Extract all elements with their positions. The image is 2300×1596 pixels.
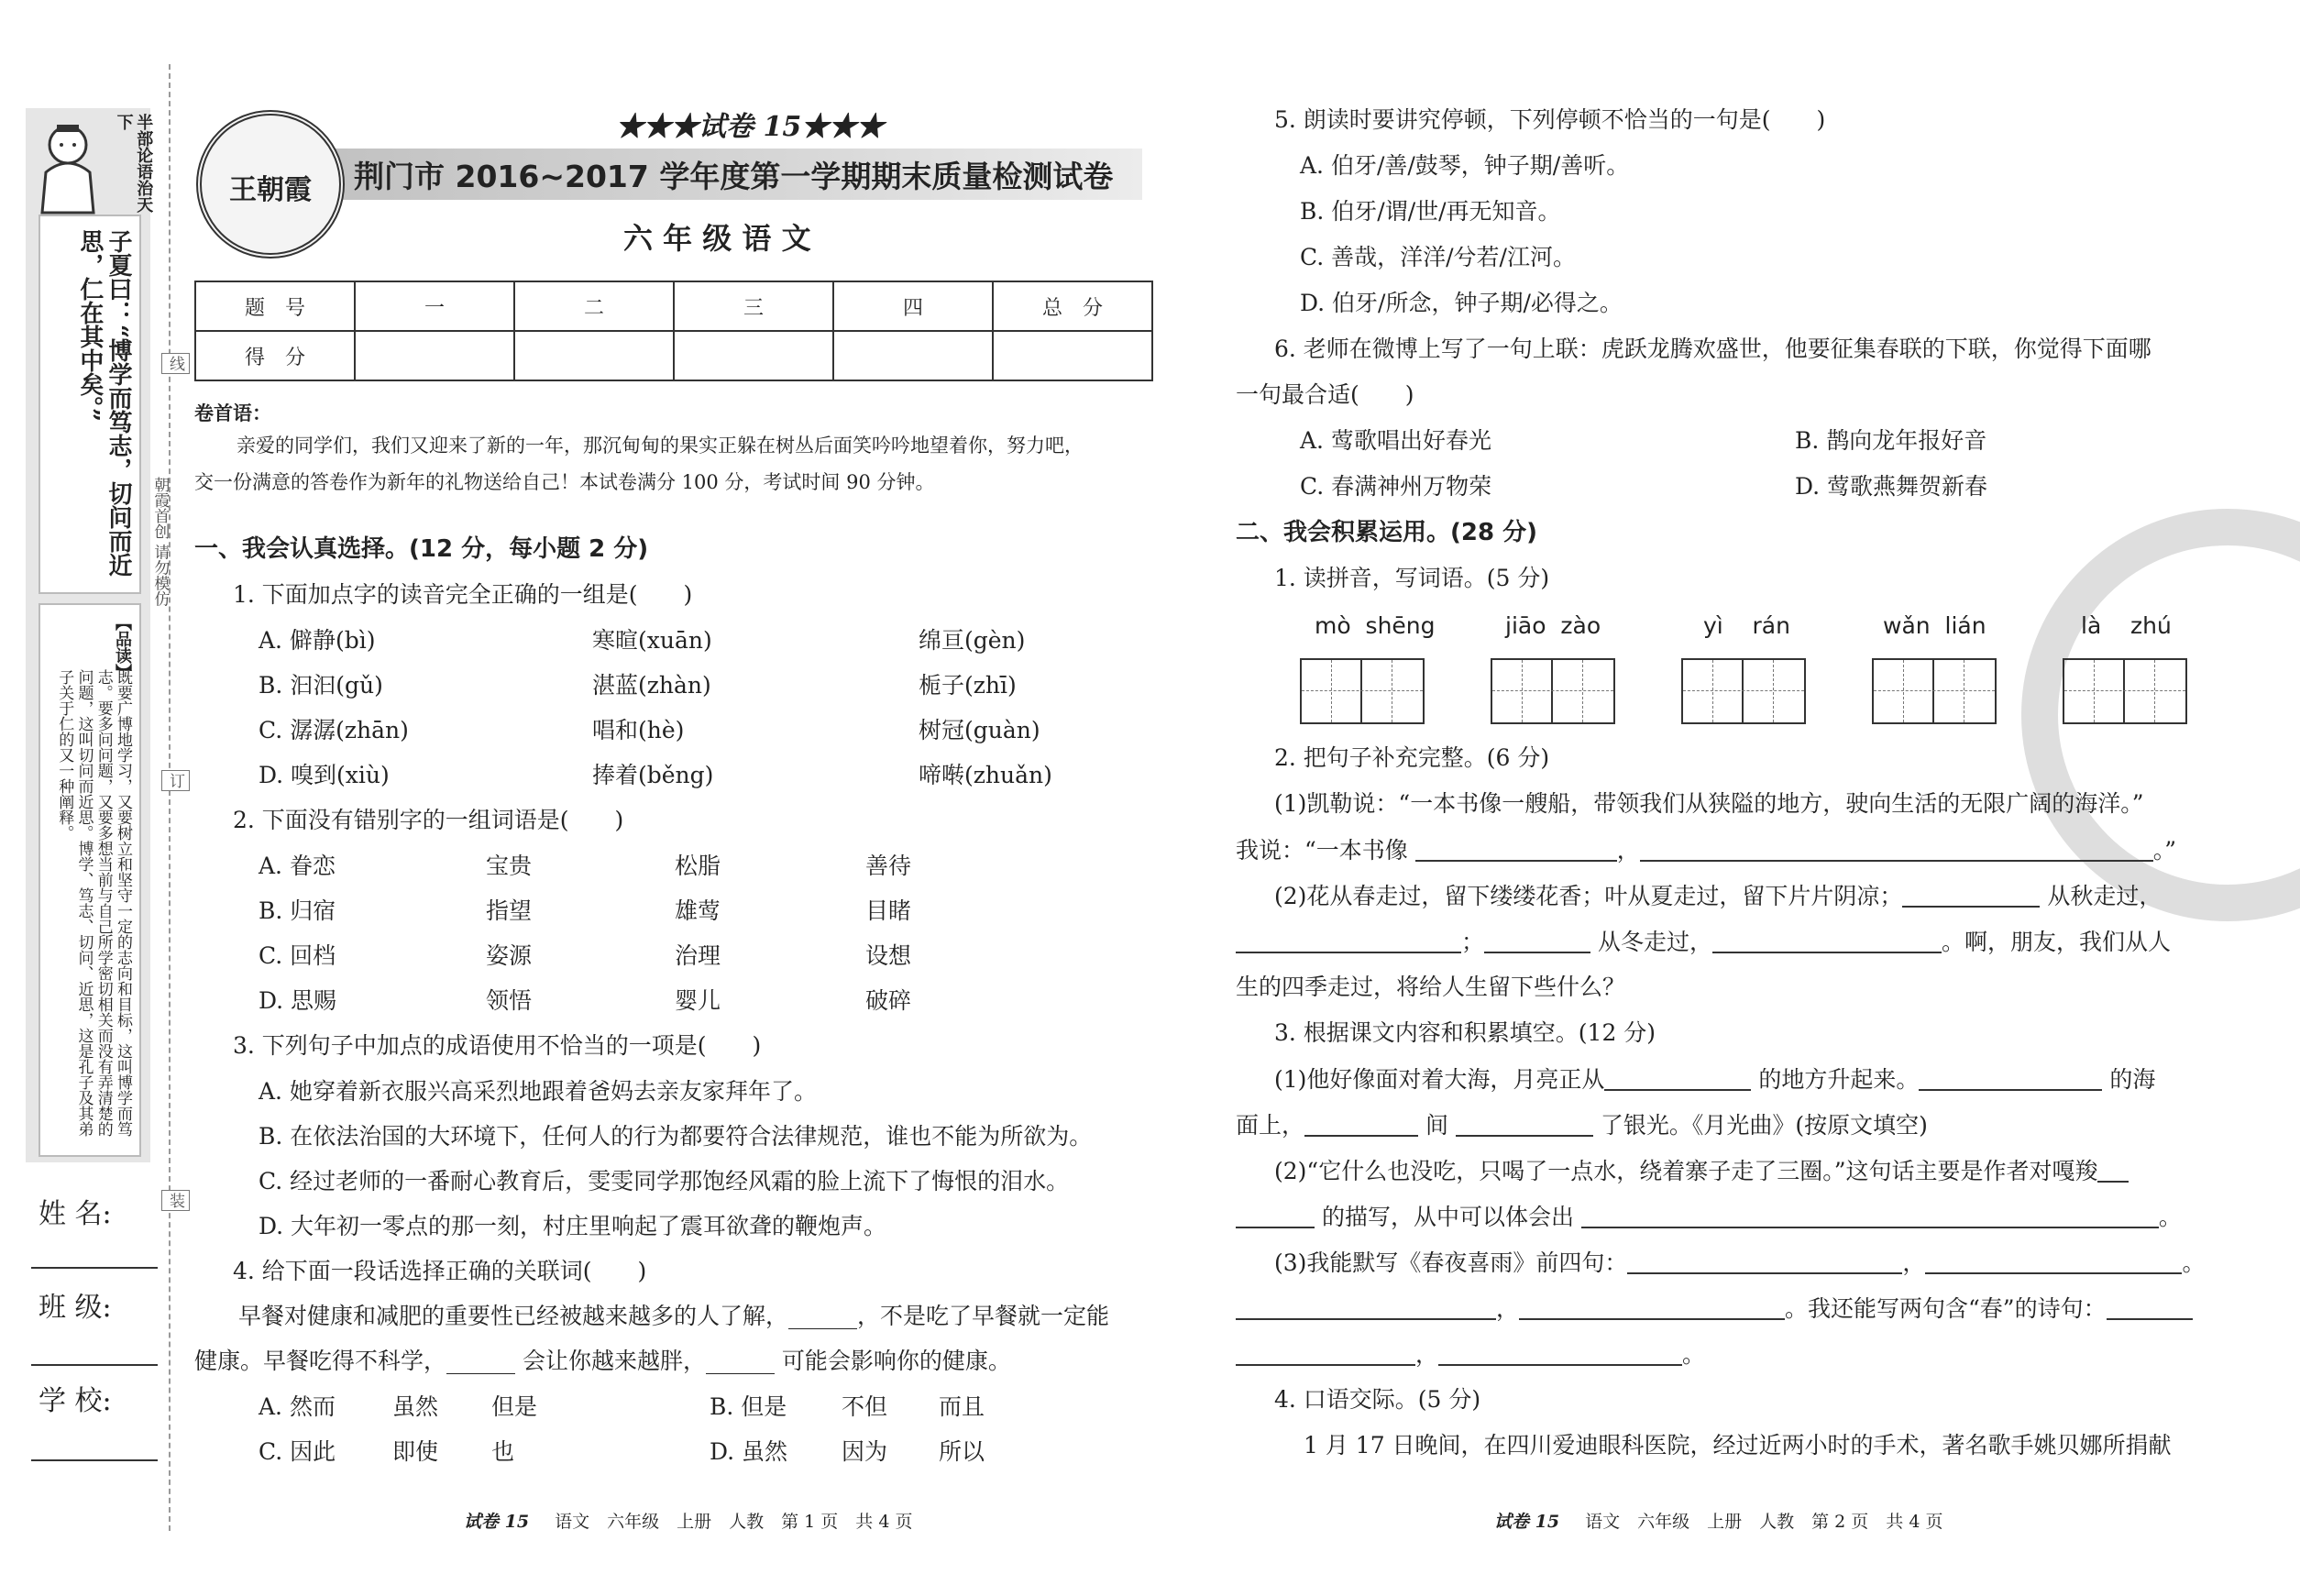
q3-option-b[interactable]: B. 在依法治国的大环境下，任何人的行为都要符合法律规范，谁也不能为所欲为。 xyxy=(259,1123,1093,1150)
footer-left xyxy=(464,1508,912,1533)
q2-a-2: 宝贵 xyxy=(486,853,533,879)
score-cell: 总 分 xyxy=(993,281,1152,331)
q6-option-a[interactable]: A. 莺歌唱出好春光 xyxy=(1300,427,1491,454)
commentary-box xyxy=(39,603,141,1157)
q4-d-1[interactable]: D. 虽然 xyxy=(710,1438,788,1465)
q4-b-2: 不但 xyxy=(842,1393,888,1420)
blank[interactable] xyxy=(1640,838,2153,862)
q4-a-1[interactable]: A. 然而 xyxy=(259,1393,336,1420)
cut-mark-1: 线 xyxy=(161,353,190,374)
s2-q3-stem: 3. 根据课文内容和积累填空。(12 分) xyxy=(1274,1019,1656,1046)
s2-q3-text: 间 xyxy=(1425,1112,1448,1139)
publisher-logo xyxy=(196,110,345,259)
blank[interactable] xyxy=(1581,1205,2159,1228)
q4-c-1[interactable]: C. 因此 xyxy=(259,1438,336,1465)
q4-c-3: 也 xyxy=(491,1438,515,1465)
q2-stem: 2. 下面没有错别字的一组词语是( ) xyxy=(233,807,624,833)
q2-a-1[interactable]: A. 眷恋 xyxy=(259,853,336,879)
q2-a-3: 松脂 xyxy=(675,853,721,879)
q2-b-4: 目睹 xyxy=(865,897,912,924)
blank[interactable] xyxy=(2097,1159,2129,1183)
q5-option-b[interactable]: B. 伯牙/谓/世/再无知音。 xyxy=(1300,198,1561,225)
score-cell: 一 xyxy=(355,281,514,331)
q6-option-c[interactable]: C. 春满神州万物荣 xyxy=(1300,473,1492,500)
footer-paper-no: 试卷 15 xyxy=(464,1512,530,1532)
s2-q3-text: 了银光。《月光曲》(按原文填空) xyxy=(1600,1112,1928,1139)
cut-mark-2: 订 xyxy=(161,770,190,791)
q2-c-4: 设想 xyxy=(865,942,912,969)
pinyin-4: wǎn lián xyxy=(1883,612,1986,639)
s2-q3-text: 。我还能写两句含“春”的诗句： xyxy=(1785,1295,2107,1322)
s2-q2-text: 从秋走过， xyxy=(2047,883,2162,909)
s2-q2-prompt-1: 我说：“一本书像 ， 。” xyxy=(1236,837,2177,864)
score-cell: 题 号 xyxy=(195,281,355,331)
footer-right xyxy=(1494,1508,1942,1533)
q3-option-d[interactable]: D. 大年初一零点的那一刻，村庄里响起了震耳欲聋的鞭炮声。 xyxy=(259,1213,887,1239)
exam-title: 荆门市 2016~2017 学年度第一学期期末质量检测试卷 xyxy=(354,159,1114,194)
q2-c-2: 姿源 xyxy=(486,942,533,969)
s2-q3-line-7: ， 。 xyxy=(1236,1342,1705,1366)
blank[interactable] xyxy=(1925,1250,2182,1274)
logo-text: 王朝霞 xyxy=(229,174,312,206)
quote-box xyxy=(39,215,141,594)
s2-q3-text: (1)他好像面对着大海，月亮正从 xyxy=(1274,1066,1605,1093)
q6-option-b[interactable]: B. 鹊向龙年报好音 xyxy=(1795,427,1987,454)
commentary-text: 既要广博地学习，又要树立和坚守一定的志向和目标，这叫博学而笃志。要多问问题，又要多想当前与自己所学密切相关而没有弄清楚的问题，这叫切问而近思。博学、笃志、切问、近思，这是孔子及其弟子关于仁的又一种阐释。 xyxy=(55,669,132,1137)
class-field[interactable] xyxy=(31,1362,158,1366)
s2-q3-line-4: 的描写，从中可以体会出 。 xyxy=(1236,1205,2182,1228)
q4-b-3: 而且 xyxy=(939,1393,985,1420)
q2-b-1[interactable]: B. 归宿 xyxy=(259,897,336,924)
class-label: 班 级: xyxy=(39,1292,112,1324)
s2-q1-stem: 1. 读拼音，写词语。(5 分) xyxy=(1274,565,1550,591)
blank[interactable] xyxy=(1902,884,2040,908)
preface-line-2: 交一份满意的答卷作为新年的礼物送给自己！本试卷满分 100 分，考试时间 90 分钟。 xyxy=(194,471,935,493)
blank[interactable] xyxy=(1415,838,1617,862)
s2-q2-text: (2)花从春走过，留下缕缕花香；叶从夏走过，留下片片阴凉； xyxy=(1274,883,1903,909)
q2-c-1[interactable]: C. 回档 xyxy=(259,942,336,969)
q3-stem: 3. 下列句子中加点的成语使用不恰当的一项是( ) xyxy=(233,1032,762,1059)
s2-q4-stem: 4. 口语交际。(5 分) xyxy=(1274,1386,1481,1413)
school-field[interactable] xyxy=(31,1458,158,1461)
section-1-title: 一、我会认真选择。(12 分，每小题 2 分) xyxy=(194,535,649,563)
q1-c-1[interactable]: C. 潺潺(zhān) xyxy=(259,717,409,743)
footer-paper-no: 试卷 15 xyxy=(1494,1512,1560,1532)
q4-d-3: 所以 xyxy=(939,1438,985,1465)
q3-option-a[interactable]: A. 她穿着新衣服兴高采烈地跟着爸妈去亲友家拜年了。 xyxy=(259,1078,817,1105)
q2-b-2: 指望 xyxy=(486,897,533,924)
q1-d-1[interactable]: D. 嗅到(xiù) xyxy=(259,762,390,788)
s2-q3-text: 的描写，从中可以体会出 xyxy=(1321,1204,1574,1230)
q2-a-4: 善待 xyxy=(865,853,912,879)
score-input[interactable] xyxy=(833,331,993,380)
writing-grid-4[interactable] xyxy=(1872,658,1997,724)
blank[interactable] xyxy=(1484,930,1590,953)
preface-label: 卷首语： xyxy=(194,402,271,424)
preface-line-1: 亲爱的同学们，我们又迎来了新的一年，那沉甸甸的果实正躲在树丛后面笑吟吟地望着你，努力吧， xyxy=(237,435,1084,457)
q4-b-1[interactable]: B. 但是 xyxy=(710,1393,787,1420)
score-cell: 得 分 xyxy=(195,331,355,380)
blank[interactable] xyxy=(1712,930,1942,953)
blank[interactable] xyxy=(1519,1296,1785,1320)
q1-a-1[interactable]: A. 僻静(bì) xyxy=(259,627,376,654)
writing-grid-2[interactable] xyxy=(1491,658,1615,724)
q1-stem: 1. 下面加点字的读音完全正确的一组是( ) xyxy=(233,581,693,608)
q4-paragraph-1: 早餐对健康和减肥的重要性已经被越来越多的人了解，______，不是吃了早餐就一定能 xyxy=(238,1303,1110,1329)
score-table-header xyxy=(195,281,1152,331)
blank[interactable] xyxy=(2107,1296,2193,1320)
footer-page-info: 语文 六年级 上册 人教 第 2 页 共 4 页 xyxy=(1585,1512,1943,1532)
s2-q3-text: 面上， xyxy=(1236,1112,1305,1139)
q6-option-d[interactable]: D. 莺歌燕舞贺新春 xyxy=(1795,473,1988,500)
q1-b-1[interactable]: B. 汩汩(gǔ) xyxy=(259,672,383,699)
left-sidebar xyxy=(26,108,154,1172)
q1-b-3: 栀子(zhī) xyxy=(919,672,1017,699)
sidebar-top-label: 半部论语治天下 xyxy=(114,114,154,213)
s2-q3-line-1 xyxy=(1274,1067,2155,1091)
s2-q2-text: ； xyxy=(1461,929,1485,955)
q6-stem-2: 一句最合适( ) xyxy=(1236,381,1414,408)
s2-q3-text: (2)“它什么也没吃，只喝了一点水，绕着寨子走了三圈。”这句话主要是作者对嘎羧 xyxy=(1274,1158,2098,1184)
q4-stem: 4. 给下面一段话选择正确的关联词( ) xyxy=(233,1258,647,1284)
pinyin-1: mò shēng xyxy=(1315,612,1436,639)
score-input[interactable] xyxy=(355,331,514,380)
s2-q3-line-3 xyxy=(1274,1159,2129,1183)
score-cell: 三 xyxy=(674,281,833,331)
score-input[interactable] xyxy=(674,331,833,380)
q1-d-3: 啼啭(zhuǎn) xyxy=(919,762,1052,788)
blank[interactable] xyxy=(1627,1250,1902,1274)
blank[interactable] xyxy=(1919,1067,2102,1091)
s2-q2-sentence-1: (1)凯勒说：“一本书像一艘船，带领我们从狭隘的地方，驶向生活的无限广阔的海洋。” xyxy=(1274,790,2144,817)
s2-q2-text: 从冬走过， xyxy=(1597,929,1712,955)
pinyin-5: là zhú xyxy=(2081,612,2172,639)
s2-q3-text: (3)我能默写《春夜喜雨》前四句： xyxy=(1274,1249,1628,1276)
s2-q2-text: 。啊，朋友，我们从人 xyxy=(1941,929,2171,955)
pinyin-2: jiāo zào xyxy=(1505,612,1601,639)
q4-a-2: 虽然 xyxy=(392,1393,439,1420)
score-cell: 四 xyxy=(833,281,993,331)
cut-mark-3: 装 xyxy=(161,1190,190,1211)
s2-q2-sentence-2a xyxy=(1274,884,2162,908)
blank[interactable] xyxy=(1604,1067,1751,1091)
q5-option-d[interactable]: D. 伯牙/所念，钟子期/必得之。 xyxy=(1300,290,1623,316)
name-label: 姓 名: xyxy=(39,1198,112,1230)
q3-option-c[interactable]: C. 经过老师的一番耐心教育后，雯雯同学那饱经风霜的脸上流下了悔恨的泪水。 xyxy=(259,1168,1070,1194)
q1-a-2: 寒暄(xuān) xyxy=(592,627,712,654)
blank[interactable] xyxy=(1438,1342,1682,1366)
score-input[interactable] xyxy=(514,331,674,380)
q5-stem: 5. 朗读时要讲究停顿，下列停顿不恰当的一句是( ) xyxy=(1274,106,1826,133)
school-label: 学 校: xyxy=(39,1385,112,1417)
blank[interactable] xyxy=(1304,1113,1418,1137)
q5-option-a[interactable]: A. 伯牙/善/鼓琴，钟子期/善听。 xyxy=(1300,152,1630,179)
q2-c-3: 治理 xyxy=(675,942,721,969)
q1-c-2: 唱和(hè) xyxy=(592,717,685,743)
s2-q3-text: 的海 xyxy=(2109,1066,2156,1093)
q4-paragraph-2: 健康。早餐吃得不科学，______ 会让你越来越胖，______ 可能会影响你的健康。 xyxy=(194,1348,1011,1374)
writing-grid-1[interactable] xyxy=(1300,658,1425,724)
q1-a-3: 绵亘(gèn) xyxy=(919,627,1026,654)
confucius-illustration xyxy=(33,117,105,218)
sidebar-slogan: 朝霞首创 请勿模仿 xyxy=(150,477,170,607)
q5-option-c[interactable]: C. 善哉，洋洋/兮若/江河。 xyxy=(1300,244,1576,270)
section-2-title: 二、我会积累运用。(28 分) xyxy=(1236,519,1537,546)
q2-d-3: 婴儿 xyxy=(675,987,721,1014)
cut-line xyxy=(169,64,171,1531)
score-input[interactable] xyxy=(993,331,1152,380)
q4-d-2: 因为 xyxy=(842,1438,888,1465)
blank[interactable] xyxy=(1236,1342,1415,1366)
footer-page-info: 语文 六年级 上册 人教 第 1 页 共 4 页 xyxy=(555,1512,913,1532)
blank[interactable] xyxy=(1236,1296,1496,1320)
s2-q2-end: 。” xyxy=(2152,837,2177,864)
s2-q2-sentence-2c: 生的四季走过，将给人生留下些什么？ xyxy=(1236,974,1626,1000)
s2-q3-line-6: ， 。我还能写两句含“春”的诗句： xyxy=(1236,1296,2193,1320)
q1-c-3: 树冠(guàn) xyxy=(919,717,1040,743)
paper-number: ★★★试卷 15★★★ xyxy=(616,111,885,143)
s2-q2-stem: 2. 把句子补充完整。(6 分) xyxy=(1274,744,1550,771)
s2-q4-text: 1 月 17 日晚间，在四川爱迪眼科医院，经过近两小时的手术，著名歌手姚贝娜所捐献 xyxy=(1304,1432,2172,1458)
q2-b-3: 雄莺 xyxy=(675,897,721,924)
s2-q3-line-5: (3)我能默写《春夜喜雨》前四句： ， 。 xyxy=(1274,1249,2206,1276)
score-cell: 二 xyxy=(514,281,674,331)
s2-q3-text: 的地方升起来。 xyxy=(1758,1066,1920,1093)
pinyin-3: yì rán xyxy=(1703,612,1790,639)
q1-d-2: 捧着(běng) xyxy=(592,762,714,788)
writing-grid-3[interactable] xyxy=(1681,658,1806,724)
score-table xyxy=(194,281,1153,381)
blank[interactable] xyxy=(1236,1205,1315,1228)
subject-title: 六 年 级 语 文 xyxy=(623,221,811,256)
q4-a-3: 但是 xyxy=(491,1393,538,1420)
q2-d-2: 领悟 xyxy=(486,987,533,1014)
s2-q2-sentence-2b xyxy=(1236,930,2171,953)
writing-grid-5[interactable] xyxy=(2063,658,2187,724)
sidebar-quote: 子夏曰：“博学而笃志，切问而近思，仁在其中矣。” xyxy=(75,229,132,577)
name-field[interactable] xyxy=(31,1265,158,1269)
blank[interactable] xyxy=(1236,930,1461,953)
blank[interactable] xyxy=(1456,1113,1593,1137)
commentary-label: 【品读】 xyxy=(113,614,132,680)
s2-q2-prefix: 我说：“一本书像 xyxy=(1236,837,1408,864)
q4-c-2: 即使 xyxy=(392,1438,439,1465)
q1-b-2: 湛蓝(zhàn) xyxy=(592,672,711,699)
s2-q3-line-2 xyxy=(1236,1113,1928,1137)
score-table-row xyxy=(195,331,1152,380)
q6-stem-1: 6. 老师在微博上写了一句上联：虎跃龙腾欢盛世，他要征集春联的下联，你觉得下面哪 xyxy=(1274,336,2151,362)
q2-d-4: 破碎 xyxy=(865,987,912,1014)
q2-d-1[interactable]: D. 思赐 xyxy=(259,987,337,1014)
